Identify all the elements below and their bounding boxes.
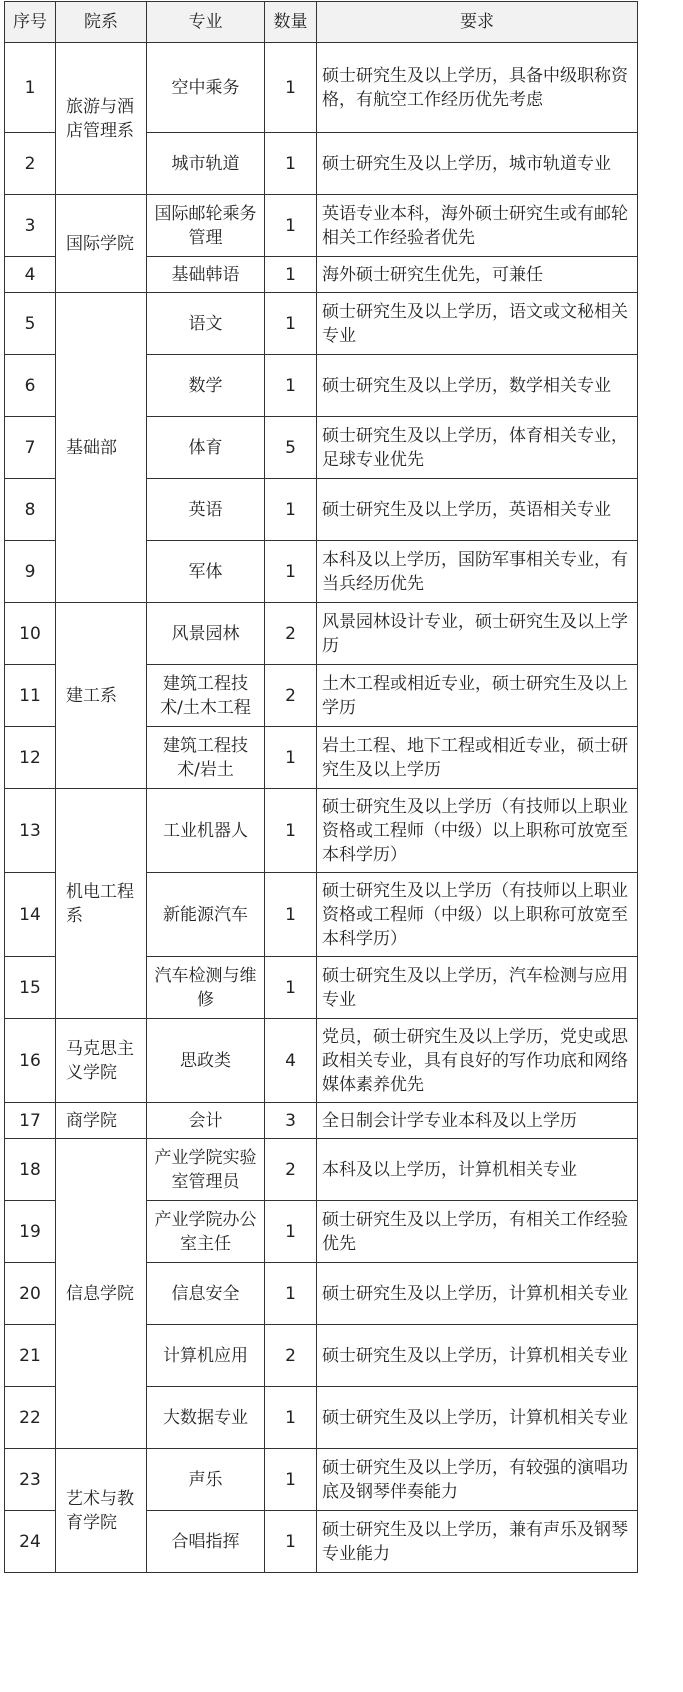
major-cell: 数学 [147,355,265,417]
requirement-cell: 硕士研究生及以上学历，计算机相关专业 [317,1387,638,1449]
requirement-cell: 硕士研究生及以上学历，汽车检测与应用专业 [317,957,638,1019]
requirement-cell: 硕士研究生及以上学历，具备中级职称资格，有航空工作经历优先考虑 [317,43,638,133]
department-cell: 建工系 [56,603,147,789]
requirement-cell: 党员，硕士研究生及以上学历，党史或思政相关专业，具有良好的写作功底和网络媒体素养优先 [317,1019,638,1103]
table-row [5,1103,638,1139]
requirement-cell: 硕士研究生及以上学历，有较强的演唱功底及钢琴伴奏能力 [317,1449,638,1511]
row-number: 20 [5,1263,56,1325]
row-number: 22 [5,1387,56,1449]
department-cell: 商学院 [56,1103,147,1139]
row-number: 24 [5,1511,56,1573]
count-cell: 1 [265,1387,317,1449]
requirement-cell: 硕士研究生及以上学历，有相关工作经验优先 [317,1201,638,1263]
table-row [5,195,638,257]
header-count: 数量 [265,2,317,43]
table-row [5,1449,638,1511]
table-row [5,293,638,355]
major-cell: 大数据专业 [147,1387,265,1449]
row-number: 4 [5,257,56,293]
requirement-cell: 风景园林设计专业，硕士研究生及以上学历 [317,603,638,665]
requirement-cell: 硕士研究生及以上学历（有技师以上职业资格或工程师（中级）以上职称可放宽至本科学历） [317,873,638,957]
count-cell: 1 [265,133,317,195]
recruitment-table [4,1,638,1573]
requirement-cell: 硕士研究生及以上学历，城市轨道专业 [317,133,638,195]
header-requirement: 要求 [317,2,638,43]
header-dept: 院系 [56,2,147,43]
row-number: 1 [5,43,56,133]
requirement-cell: 硕士研究生及以上学历，体育相关专业，足球专业优先 [317,417,638,479]
table-row [5,1139,638,1201]
requirement-cell: 硕士研究生及以上学历，数学相关专业 [317,355,638,417]
count-cell: 1 [265,1449,317,1511]
major-cell: 语文 [147,293,265,355]
count-cell: 4 [265,1019,317,1103]
major-cell: 思政类 [147,1019,265,1103]
row-number: 10 [5,603,56,665]
count-cell: 1 [265,293,317,355]
major-cell: 声乐 [147,1449,265,1511]
count-cell: 2 [265,1325,317,1387]
row-number: 2 [5,133,56,195]
row-number: 19 [5,1201,56,1263]
requirement-cell: 硕士研究生及以上学历，英语相关专业 [317,479,638,541]
major-cell: 国际邮轮乘务管理 [147,195,265,257]
major-cell: 基础韩语 [147,257,265,293]
row-number: 7 [5,417,56,479]
table-row [5,43,638,133]
major-cell: 体育 [147,417,265,479]
count-cell: 1 [265,541,317,603]
requirement-cell: 硕士研究生及以上学历，兼有声乐及钢琴专业能力 [317,1511,638,1573]
major-cell: 会计 [147,1103,265,1139]
row-number: 14 [5,873,56,957]
row-number: 11 [5,665,56,727]
major-cell: 产业学院办公室主任 [147,1201,265,1263]
row-number: 3 [5,195,56,257]
major-cell: 工业机器人 [147,789,265,873]
requirement-cell: 硕士研究生及以上学历，语文或文秘相关专业 [317,293,638,355]
requirement-cell: 本科及以上学历，计算机相关专业 [317,1139,638,1201]
department-cell: 基础部 [56,293,147,603]
row-number: 21 [5,1325,56,1387]
department-cell: 艺术与教育学院 [56,1449,147,1573]
major-cell: 汽车检测与维修 [147,957,265,1019]
major-cell: 城市轨道 [147,133,265,195]
major-cell: 空中乘务 [147,43,265,133]
row-number: 16 [5,1019,56,1103]
count-cell: 2 [265,603,317,665]
count-cell: 1 [265,789,317,873]
major-cell: 建筑工程技术/岩土 [147,727,265,789]
count-cell: 1 [265,1511,317,1573]
count-cell: 1 [265,957,317,1019]
requirement-cell: 土木工程或相近专业，硕士研究生及以上学历 [317,665,638,727]
count-cell: 2 [265,665,317,727]
row-number: 12 [5,727,56,789]
requirement-cell: 硕士研究生及以上学历（有技师以上职业资格或工程师（中级）以上职称可放宽至本科学历） [317,789,638,873]
requirement-cell: 硕士研究生及以上学历，计算机相关专业 [317,1325,638,1387]
count-cell: 1 [265,873,317,957]
count-cell: 1 [265,355,317,417]
requirement-cell: 岩土工程、地下工程或相近专业，硕士研究生及以上学历 [317,727,638,789]
row-number: 8 [5,479,56,541]
table-row [5,789,638,873]
requirement-cell: 海外硕士研究生优先，可兼任 [317,257,638,293]
count-cell: 1 [265,1263,317,1325]
department-cell: 机电工程系 [56,789,147,1019]
row-number: 9 [5,541,56,603]
requirement-cell: 本科及以上学历，国防军事相关专业，有当兵经历优先 [317,541,638,603]
count-cell: 5 [265,417,317,479]
count-cell: 1 [265,257,317,293]
major-cell: 风景园林 [147,603,265,665]
major-cell: 信息安全 [147,1263,265,1325]
count-cell: 1 [265,727,317,789]
row-number: 18 [5,1139,56,1201]
major-cell: 合唱指挥 [147,1511,265,1573]
department-cell: 国际学院 [56,195,147,293]
count-cell: 1 [265,43,317,133]
row-number: 15 [5,957,56,1019]
table-row [5,1019,638,1103]
row-number: 13 [5,789,56,873]
major-cell: 新能源汽车 [147,873,265,957]
count-cell: 1 [265,195,317,257]
department-cell: 马克思主义学院 [56,1019,147,1103]
department-cell: 旅游与酒店管理系 [56,43,147,195]
major-cell: 产业学院实验室管理员 [147,1139,265,1201]
table-row [5,603,638,665]
row-number: 5 [5,293,56,355]
major-cell: 英语 [147,479,265,541]
header-major: 专业 [147,2,265,43]
row-number: 17 [5,1103,56,1139]
requirement-cell: 英语专业本科，海外硕士研究生或有邮轮相关工作经验者优先 [317,195,638,257]
count-cell: 2 [265,1139,317,1201]
row-number: 23 [5,1449,56,1511]
requirement-cell: 全日制会计学专业本科及以上学历 [317,1103,638,1139]
header-no: 序号 [5,2,56,43]
row-number: 6 [5,355,56,417]
major-cell: 建筑工程技术/土木工程 [147,665,265,727]
requirement-cell: 硕士研究生及以上学历，计算机相关专业 [317,1263,638,1325]
major-cell: 军体 [147,541,265,603]
department-cell: 信息学院 [56,1139,147,1449]
count-cell: 1 [265,1201,317,1263]
count-cell: 3 [265,1103,317,1139]
count-cell: 1 [265,479,317,541]
major-cell: 计算机应用 [147,1325,265,1387]
header-row [5,2,638,43]
